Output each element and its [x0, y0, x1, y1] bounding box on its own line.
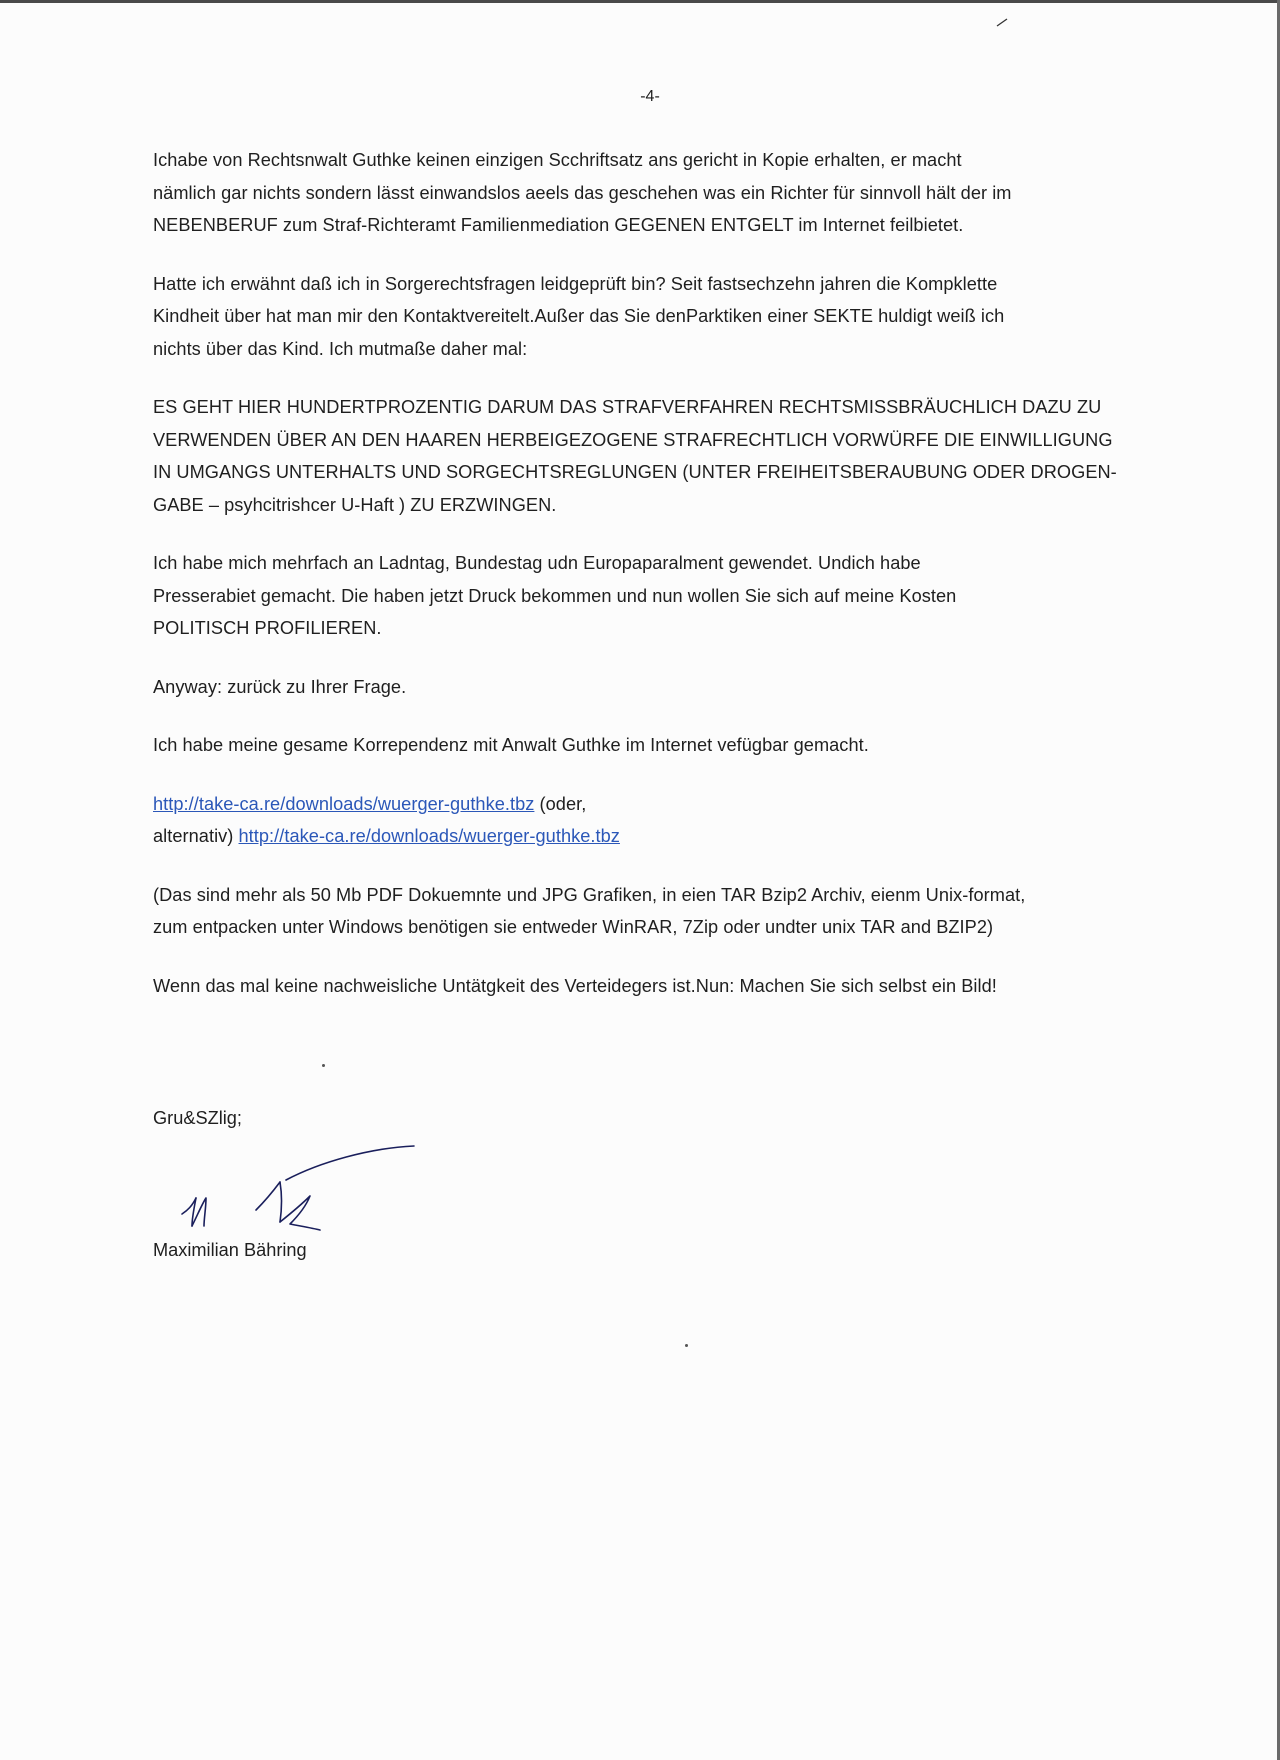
text-line: zum entpacken unter Windows benötigen sie entweder WinRAR, 7Zip oder undter unix TAR and BZIP2): [153, 917, 994, 937]
paragraph-custody-history: [153, 268, 1163, 366]
text-line: (Das sind mehr als 50 Mb PDF Dokuemnte und JPG Grafiken, in eien TAR Bzip2 Archiv, eienm Unix-format,: [153, 884, 1026, 905]
text-line: nichts über das Kind. Ich mutmaße daher mal:: [153, 338, 528, 359]
text-line: Wenn das mal keine nachweisliche Untätgkeit des Verteidegers ist.Nun: Machen Sie sich selbst ein Bild!: [153, 975, 997, 996]
text-line: Hatte ich erwähnt daß ich in Sorgerechtsfragen leidgeprüft bin? Seit fastsechzehn jahren die Kompklette: [153, 273, 998, 294]
text-line: Ichabe von Rechtsnwalt Guthke keinen einzigen Scchriftsatz ans gericht in Kopie erhalten, er macht: [153, 150, 962, 170]
paragraph-lawyer-inaction: [153, 144, 1163, 242]
text-line: Ich habe mich mehrfach an Ladntag, Bundestag udn Europaparalment gewendet. Undich habe: [153, 553, 921, 573]
stray-pen-mark: [995, 10, 1035, 30]
text-line: ES GEHT HIER HUNDERTPROZENTIG DARUM DAS STRAFVERFAHREN RECHTSMISSBRÄUCHLICH DAZU ZU: [153, 397, 1102, 417]
scan-edge-top: [0, 0, 1280, 3]
text-line: GABE – psyhcitrishcer U-Haft ) ZU ERZWINGEN.: [153, 494, 557, 515]
paragraph-allegation-caps: [153, 391, 1163, 521]
text-line: Ich habe meine gesame Korrependenz mit Anwalt Guthke im Internet vefügbar gemacht.: [153, 735, 869, 755]
paragraph-archive-info: [153, 879, 1163, 944]
sender-name: Maximilian Bähring: [153, 1240, 307, 1260]
paragraph-back-to-question: [153, 671, 1163, 704]
text-line: NEBENBERUF zum Straf-Richteramt Familienmediation GEGENEN ENTGELT im Internet feilbietet.: [153, 215, 964, 235]
text-line: POLITISCH PROFILIEREN.: [153, 618, 382, 638]
text-line: Kindheit über hat man mir den Kontaktvereitelt.Außer das Sie denParktiken einer SEKTE huldigt weiß ich: [153, 306, 1005, 326]
paragraph-correspondence-online: [153, 729, 1163, 762]
link-suffix-text: (oder,: [534, 793, 587, 814]
letter-body: [153, 144, 1163, 1028]
text-line: nämlich gar nichts sondern lässt einwandslos aeels das geschehen was ein Richter für sinnvoll hält der im: [153, 182, 1012, 203]
speck: [322, 1064, 325, 1067]
text-line: VERWENDEN ÜBER AN DEN HAAREN HERBEIGEZOGENE STRAFRECHTLICH VORWÜRFE DIE EINWILLIGUNG: [153, 429, 1113, 450]
alternative-label: alternativ): [153, 826, 239, 846]
download-link-alternative[interactable]: http://take-ca.re/downloads/wuerger-guthke.tbz: [238, 826, 620, 846]
paragraph-download-links: [153, 788, 1163, 853]
text-line: [153, 820, 1163, 853]
download-link-primary[interactable]: http://take-ca.re/downloads/wuerger-guthke.tbz: [153, 793, 535, 814]
text-line: Presserabiet gemacht. Die haben jetzt Druck bekommen und nun wollen Sie sich auf meine Kosten: [153, 585, 957, 606]
paragraph-conclusion: [153, 970, 1163, 1003]
page-number: -4-: [640, 88, 660, 105]
paragraph-political-contacts: [153, 547, 1163, 645]
text-line: [153, 788, 1163, 821]
text-line: IN UMGANGS UNTERHALTS UND SORGECHTSREGLUNGEN (UNTER FREIHEITSBERAUBUNG ODER DROGEN-: [153, 462, 1117, 482]
text-line: Anyway: zurück zu Ihrer Frage.: [153, 676, 407, 697]
speck: [685, 1344, 688, 1347]
handwritten-signature: [170, 1134, 430, 1234]
closing-greeting: Gru&SZlig;: [153, 1108, 242, 1128]
